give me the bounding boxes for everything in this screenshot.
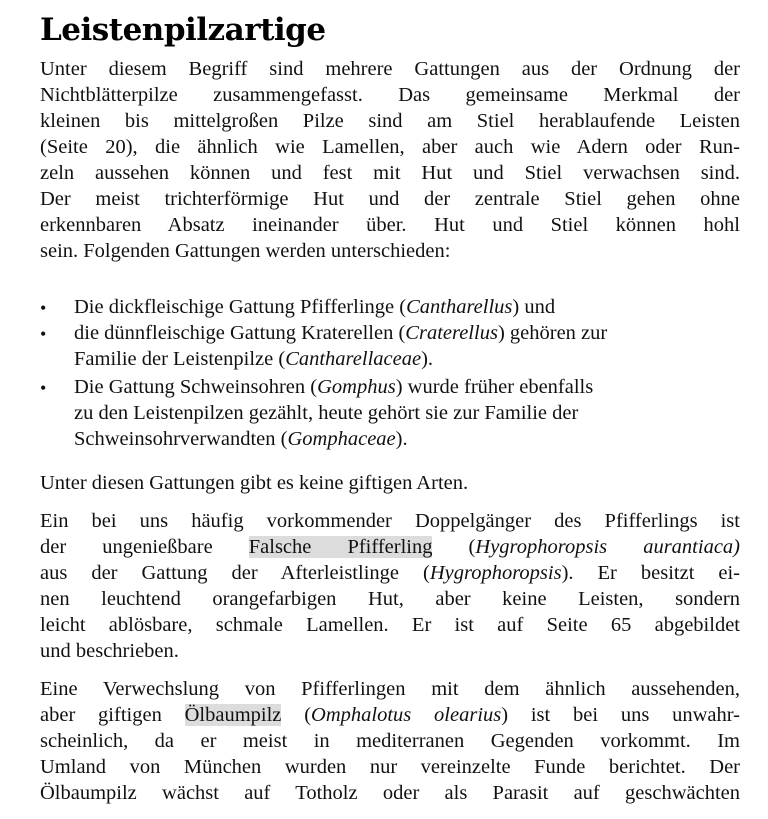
latin-name: Cantharellus: [406, 296, 513, 318]
latin-name: Gomphaceae: [287, 428, 396, 450]
text-line: Schweinsohrverwandten (Gomphaceae).: [74, 428, 408, 450]
text-line: der ungenießbare Falsche Pfifferling (Hygrophoropsis aurantiaca): [40, 536, 740, 558]
text-line: Ein bei uns häufig vorkommender Doppelgänger des Pfifferlings ist: [40, 510, 740, 532]
bullet-icon: •: [40, 378, 47, 398]
text-line: leicht ablösbare, schmale Lamellen. Er ist auf Seite 65 abgebildet: [40, 614, 740, 636]
bullet-icon: •: [40, 324, 47, 344]
text-line: aber giftigen Ölbaumpilz (Omphalotus olearius) ist bei uns unwahr-: [40, 704, 740, 726]
text-line: aus der Gattung der Afterleistlinge (Hygrophoropsis). Er besitzt ei-: [40, 562, 741, 584]
latin-name: Cantharellaceae: [285, 348, 422, 370]
latin-name: Hygrophoropsis aurantiaca): [475, 536, 740, 558]
text-line: Nichtblätterpilze zusammengefasst. Das gemeinsame Merkmal der: [40, 84, 740, 106]
text-line: scheinlich, da er meist in mediterranen Gegenden vorkommt. Im: [40, 730, 740, 752]
latin-name: Omphalotus olearius: [311, 704, 502, 726]
text-line: Die Gattung Schweinsohren (Gomphus) wurde früher ebenfalls: [74, 376, 594, 398]
text-line: Die dickfleischige Gattung Pfifferlinge (Cantharellus) und: [74, 296, 556, 318]
text-line: Unter diesem Begriff sind mehrere Gattungen aus der Ordnung der: [40, 58, 740, 80]
text-line: kleinen bis mittelgroßen Pilze sind am Stiel herablaufende Leisten: [40, 110, 740, 132]
page-title: Leistenpilzartige: [40, 12, 326, 48]
text-line: und beschrieben.: [40, 640, 179, 662]
text-line: nen leuchtend orangefarbigen Hut, aber keine Leisten, sondern: [40, 588, 740, 610]
text-line: sein. Folgenden Gattungen werden unterschieden:: [40, 240, 451, 262]
bullet-icon: •: [40, 298, 47, 318]
highlighted-term: Ölbaumpilz: [184, 704, 282, 726]
latin-name: Craterellus: [405, 322, 498, 344]
no-poison-sentence: Unter diesen Gattungen gibt es keine giftigen Arten.: [40, 472, 469, 494]
text-line: Eine Verwechslung von Pfifferlingen mit dem ähnlich aussehenden,: [40, 678, 740, 700]
text-line: die dünnfleischige Gattung Kraterellen (Craterellus) gehören zur: [74, 322, 608, 344]
text-line: erkennbaren Absatz ineinander über. Hut und Stiel können hohl: [40, 214, 740, 236]
text-line: (Seite 20), die ähnlich wie Lamellen, aber auch wie Adern oder Run-: [40, 136, 740, 158]
highlighted-term: Falsche Pfifferling: [248, 536, 433, 558]
text-line: Der meist trichterförmige Hut und der zentrale Stiel gehen ohne: [40, 188, 740, 210]
text-line: Umland von München wurden nur vereinzelte Funde berichtet. Der: [40, 756, 740, 778]
text-line: Ölbaumpilz wächst auf Totholz oder als Parasit auf geschwächten: [40, 782, 740, 804]
text-line: zu den Leistenpilzen gezählt, heute gehört sie zur Familie der: [74, 402, 579, 424]
latin-name: Gomphus: [317, 376, 396, 398]
text-line: zeln aussehen können und fest mit Hut und Stiel verwachsen sind.: [40, 162, 740, 184]
text-line: Familie der Leistenpilze (Cantharellaceae).: [74, 348, 434, 370]
latin-name: Hygrophoropsis: [429, 562, 562, 584]
